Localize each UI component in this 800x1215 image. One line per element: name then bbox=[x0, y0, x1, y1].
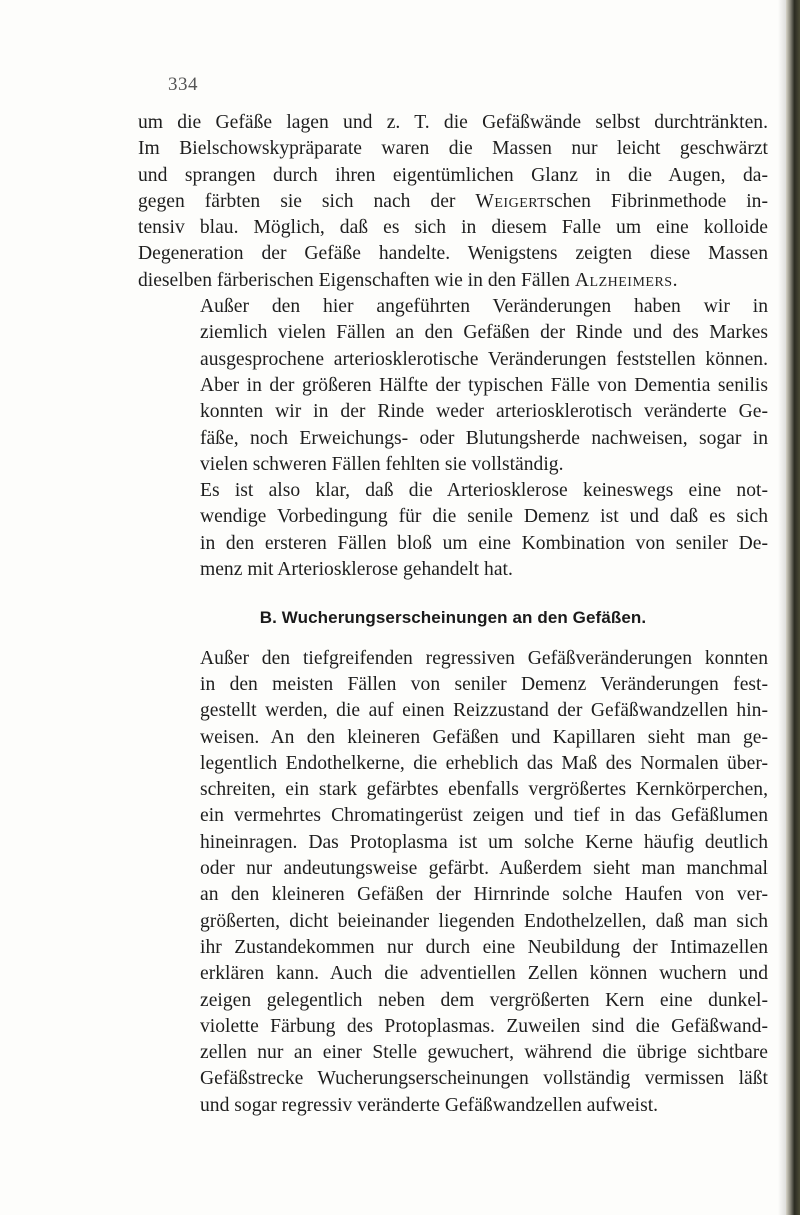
text-line: Im Bielschowskypräparate waren die Massen nur leicht geschwärzt bbox=[138, 138, 768, 160]
text-line: legentlich Endothelkerne, die erheblich das Maß des Normalen über- bbox=[200, 752, 768, 774]
text-line: wendige Vorbedingung für die senile Demenz ist und daß es sich bbox=[200, 506, 768, 528]
text-line: erklären kann. Auch die adventiellen Zellen können wuchern und bbox=[200, 963, 768, 985]
text-fragment: gegen färbten sie sich nach der bbox=[138, 190, 476, 212]
section-heading: B. Wucherungserscheinungen an den Gefäßen. bbox=[259, 608, 647, 628]
text-line: Außer den tiefgreifenden regressiven Gefäßveränderungen konnten bbox=[200, 647, 768, 669]
paragraph-3 bbox=[138, 478, 768, 583]
text-line: hineinragen. Das Protoplasma ist um solche Kerne häufig deutlich bbox=[200, 831, 768, 853]
text-line-alzheimer bbox=[138, 268, 768, 294]
binding-shadow bbox=[778, 0, 786, 1215]
text-line: und sogar regressiv veränderte Gefäßwandzellen aufweist. bbox=[200, 1094, 659, 1116]
text-line: menz mit Arteriosklerose gehandelt hat. bbox=[200, 559, 513, 581]
text-line: Degeneration der Gefäße handelte. Wenigstens zeigten diese Massen bbox=[138, 243, 768, 265]
text-line: ihr Zustandekommen nur durch eine Neubildung der Intimazellen bbox=[200, 936, 768, 958]
text-line: in den meisten Fällen von seniler Demenz Veränderungen fest- bbox=[200, 673, 768, 695]
text-line: violette Färbung des Protoplasmas. Zuweilen sind die Gefäßwand- bbox=[200, 1015, 768, 1037]
text-line: Es ist also klar, daß die Arteriosklerose keineswegs eine not- bbox=[200, 480, 768, 502]
text-line: weisen. An den kleineren Gefäßen und Kapillaren sieht man ge- bbox=[200, 726, 768, 748]
text-line: ein vermehrtes Chromatingerüst zeigen und tief in das Gefäßlumen bbox=[200, 805, 768, 827]
text-line: in den ersteren Fällen bloß um eine Kombination von seniler De- bbox=[200, 532, 768, 554]
text-line: um die Gefäße lagen und z. T. die Gefäßwände selbst durchtränkten. bbox=[138, 112, 768, 133]
text-line-weigert bbox=[138, 189, 768, 215]
text-line: Außer den hier angeführten Veränderungen haben wir in bbox=[200, 296, 768, 318]
body-text bbox=[138, 110, 768, 1119]
paragraph-2 bbox=[138, 294, 768, 478]
text-line: Gefäßstrecke Wucherungserscheinungen vollständig vermissen läßt bbox=[200, 1068, 768, 1090]
text-line: vielen schweren Fällen fehlten sie vollständig. bbox=[200, 453, 564, 475]
paragraph-4 bbox=[138, 646, 768, 1119]
paragraph-1 bbox=[138, 110, 768, 294]
text-line: ausgesprochene arteriosklerotische Veränderungen feststellen können. bbox=[200, 348, 768, 370]
text-fragment: dieselben färberischen Eigenschaften wie in den Fällen bbox=[138, 269, 575, 291]
text-line: zellen nur an einer Stelle gewuchert, während die übrige sichtbare bbox=[200, 1042, 768, 1064]
text-line: größerten, dicht beieinander liegenden Endothelzellen, daß man sich bbox=[200, 910, 768, 932]
text-line: Aber in der größeren Hälfte der typischen Fälle von Dementia senilis bbox=[200, 374, 768, 396]
text-line: und sprangen durch ihren eigentümlichen Glanz in die Augen, da- bbox=[138, 164, 768, 186]
text-line: an den kleineren Gefäßen der Hirnrinde solche Haufen von ver- bbox=[200, 884, 768, 906]
text-fragment: schen Fibrinmethode in- bbox=[546, 190, 768, 212]
page-edge bbox=[786, 0, 800, 1215]
text-line: schreiten, ein stark gefärbtes ebenfalls vergrößertes Kernkörperchen, bbox=[200, 779, 768, 801]
page-number: 334 bbox=[168, 74, 198, 95]
text-line: gestellt werden, die auf einen Reizzustand der Gefäßwandzellen hin- bbox=[200, 700, 768, 722]
text-line: ziemlich vielen Fällen an den Gefäßen der Rinde und des Markes bbox=[200, 322, 768, 344]
text-line: konnten wir in der Rinde weder arteriosklerotisch veränderte Ge- bbox=[200, 401, 768, 423]
author-name-alzheimer: Alzheimers. bbox=[574, 269, 678, 291]
text-line: oder nur andeutungsweise gefärbt. Außerdem sieht man manchmal bbox=[200, 858, 768, 880]
text-line: fäße, noch Erweichungs- oder Blutungsherde nachweisen, sogar in bbox=[200, 427, 768, 449]
text-line: tensiv blau. Möglich, daß es sich in diesem Falle um eine kolloide bbox=[138, 217, 768, 239]
author-name-weigert: Weigert bbox=[475, 190, 547, 212]
text-line: zeigen gelegentlich neben dem vergrößerten Kern eine dunkel- bbox=[200, 989, 768, 1011]
